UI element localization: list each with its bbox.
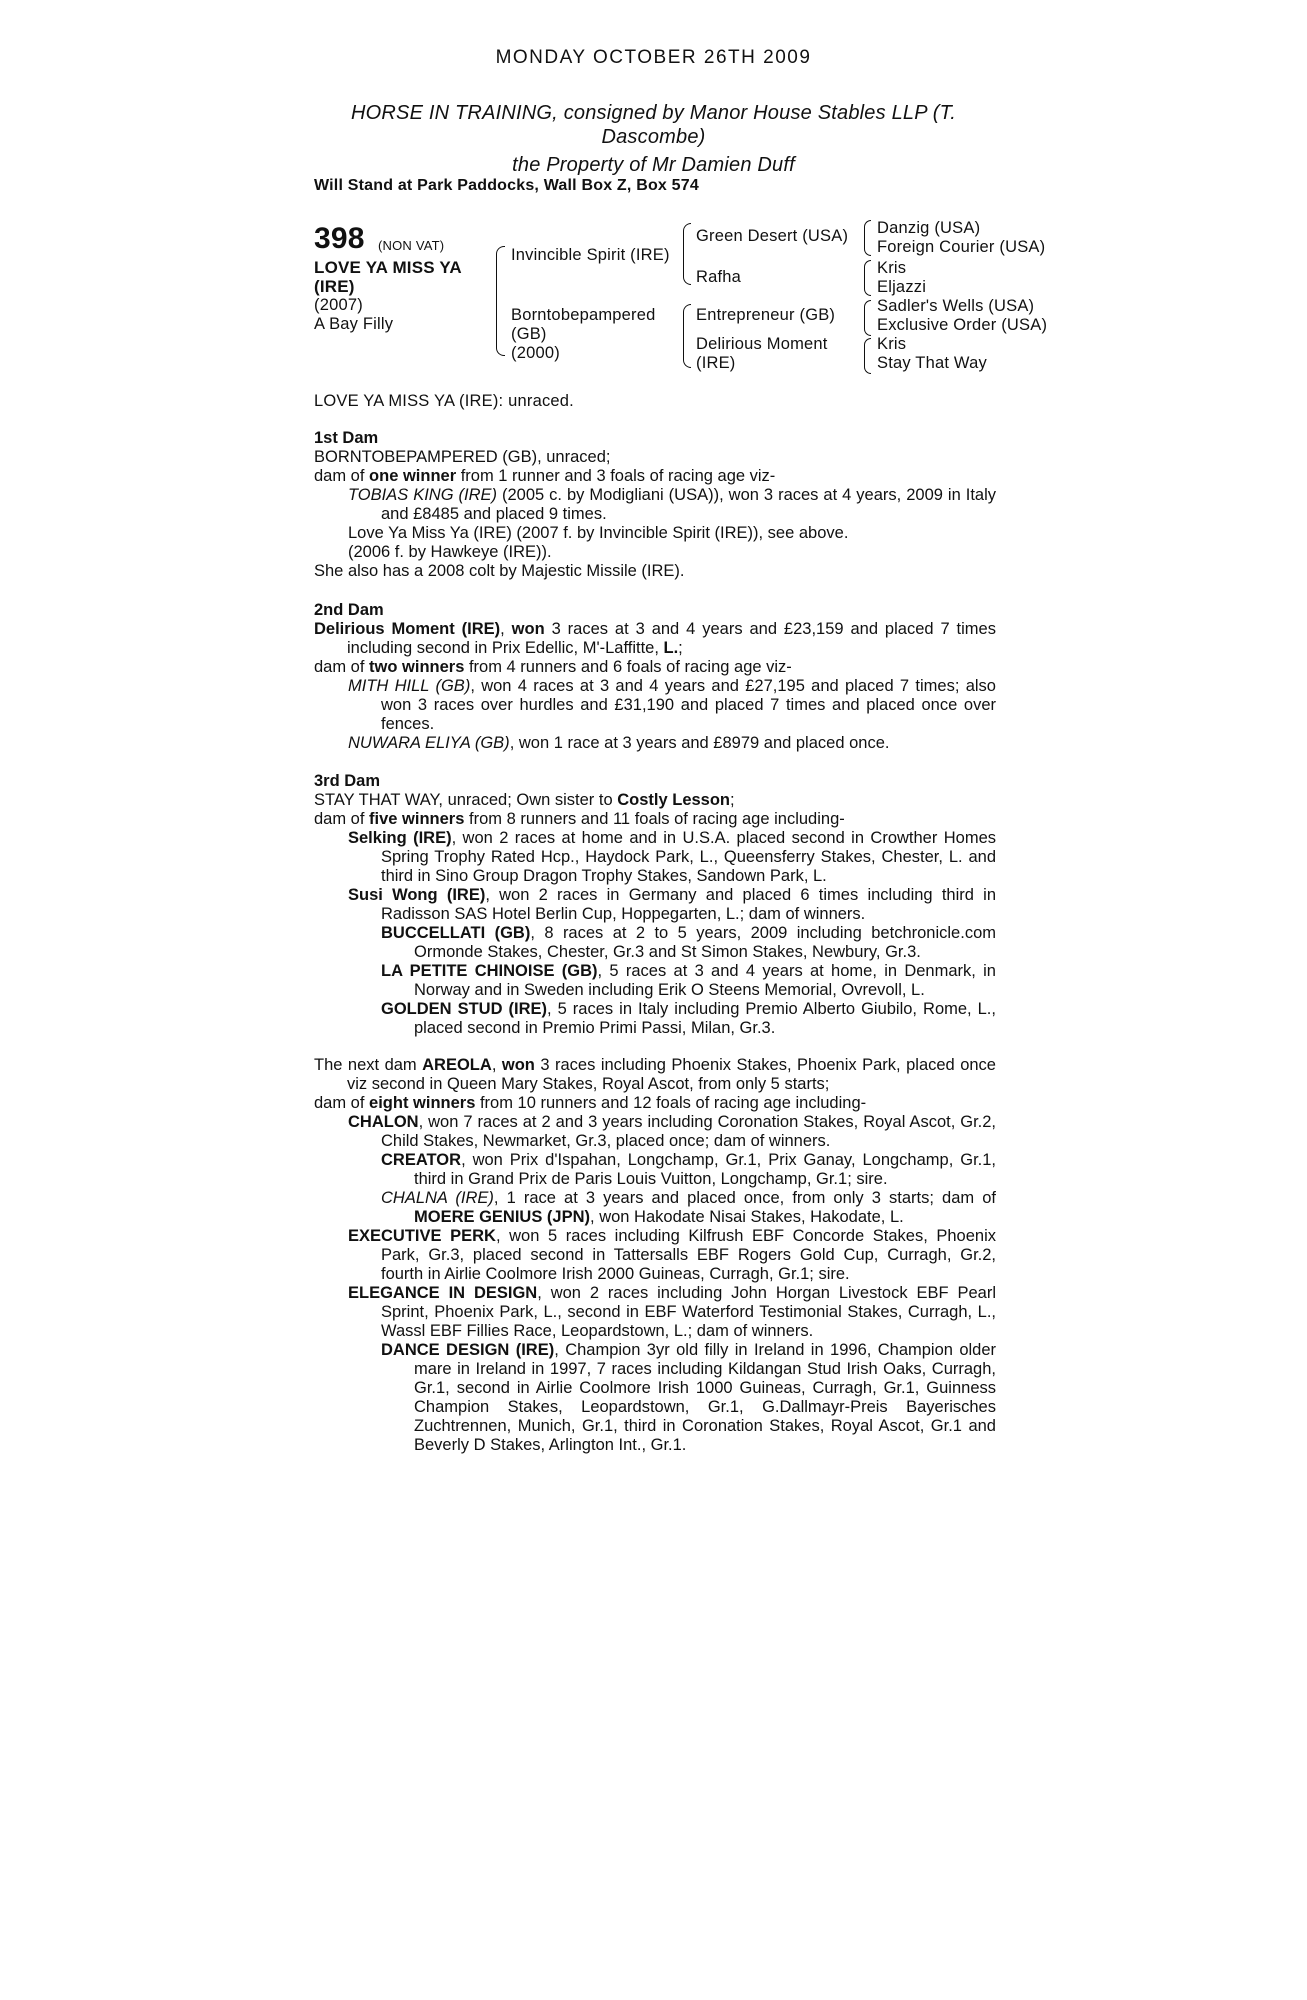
horse-name-suffix: (IRE) bbox=[314, 277, 355, 296]
second-dam-foal-2: NUWARA ELIYA (GB), won 1 race at 3 years and £8979 and placed once. bbox=[348, 734, 890, 752]
pedigree-dds: Kris bbox=[877, 335, 907, 353]
next-dam-foal-chalon: CHALON, won 7 races at 2 and 3 years including Coronation Stakes, Royal Ascot, Gr.2, Child Stakes, Newmarket, Gr.3, placed once; dam of winners. bbox=[348, 1113, 996, 1150]
third-dam-line: STAY THAT WAY, unraced; Own sister to Costly Lesson; bbox=[314, 791, 735, 809]
pedigree-dam: Borntobepampered bbox=[511, 306, 656, 324]
pedigree-brace-dam bbox=[683, 304, 691, 368]
consignor-line-2: Dascombe) bbox=[601, 126, 706, 148]
pedigree-sdd: Eljazzi bbox=[877, 278, 927, 296]
next-dam-grandfoal-dance: DANCE DESIGN (IRE), Champion 3yr old filly in Ireland in 1996, Champion older mare in Ireland in 1997, 7 races including Kildangan Stud Irish Oaks, Curragh, Gr.1, second in Airlie Coolmore Irish 1000 Guineas, Curragh, Gr.1, Guinness Champion Stakes, Leopardstown, Gr.1, G.Dallmayr-Preis Bayerisches Zuchtrennen, Munich, Gr.1, third in Coronation Stakes, Royal Ascot, Gr.1 and Beverly D Stakes, Arlington Int., Gr.1. bbox=[381, 1341, 997, 1454]
horse-name: LOVE YA MISS YA bbox=[314, 258, 462, 277]
third-dam-produce-line: dam of five winners from 8 runners and 11 foals of racing age including- bbox=[314, 810, 845, 828]
second-dam-record: Delirious Moment (IRE), won 3 races at 3 and 4 years and £23,159 and placed 7 times including second in Prix Edellic, M'-Laffitte, L.; bbox=[314, 620, 996, 657]
next-dam-grandfoal-creator: CREATOR, won Prix d'Ispahan, Longchamp, Gr.1, Prix Ganay, Longchamp, Gr.1, third in Grand Prix de Paris Louis Vuitton, Longchamp, Gr.1; sire. bbox=[381, 1151, 996, 1188]
first-dam-line: BORNTOBEPAMPERED (GB), unraced; bbox=[314, 448, 611, 466]
third-dam-section bbox=[314, 772, 996, 1038]
property-line: the Property of Mr Damien Duff bbox=[512, 154, 795, 176]
next-dam-record: The next dam AREOLA, won 3 races including Phoenix Stakes, Phoenix Park, placed once viz second in Queen Mary Stakes, Royal Ascot, from only 5 starts; bbox=[314, 1056, 996, 1093]
stabling-line: Will Stand at Park Paddocks, Wall Box Z, Box 574 bbox=[314, 177, 699, 194]
pedigree-dss: Sadler's Wells (USA) bbox=[877, 297, 1035, 315]
foaling-year: (2007) bbox=[314, 296, 363, 314]
pedigree-dsd: Exclusive Order (USA) bbox=[877, 316, 1048, 334]
second-dam-heading: 2nd Dam bbox=[314, 601, 384, 619]
pedigree-sds: Kris bbox=[877, 259, 907, 277]
third-dam-foal-susi: Susi Wong (IRE), won 2 races in Germany and placed 6 times including third in Radisson SAS Hotel Berlin Cup, Hoppegarten, L.; dam of winners. bbox=[348, 886, 996, 923]
first-dam-heading: 1st Dam bbox=[314, 429, 379, 447]
pedigree-ssd: Foreign Courier (USA) bbox=[877, 238, 1046, 256]
pedigree-dam-dam: Delirious Moment bbox=[696, 335, 828, 353]
first-dam-section bbox=[314, 429, 996, 581]
pedigree-brace-ds bbox=[864, 300, 871, 336]
pedigree-brace-dd bbox=[864, 338, 871, 374]
vat-status: (NON VAT) bbox=[378, 238, 445, 253]
next-dam-foal-executive: EXECUTIVE PERK, won 5 races including Kilfrush EBF Concorde Stakes, Phoenix Park, Gr.3, placed second in Tattersalls EBF Rogers Gold Cup, Curragh, Gr.2, fourth in Airlie Coolmore Irish 2000 Guineas, Curragh, Gr.1; sire. bbox=[348, 1227, 996, 1283]
pedigree-brace-sire bbox=[683, 223, 691, 285]
pedigree-brace-sd bbox=[864, 260, 871, 296]
second-dam-produce-line: dam of two winners from 4 runners and 6 foals of racing age viz- bbox=[314, 658, 792, 676]
first-dam-foal-1: TOBIAS KING (IRE) (2005 c. by Modigliani (USA)), won 3 races at 4 years, 2009 in Italy and £8485 and placed 9 times. bbox=[348, 486, 996, 523]
pedigree-sire-sire: Green Desert (USA) bbox=[696, 227, 849, 245]
lot-number: 398 bbox=[314, 222, 365, 255]
consignor-line: HORSE IN TRAINING, consigned by Manor House Stables LLP (T. bbox=[350, 102, 956, 124]
pedigree-brace-main bbox=[496, 246, 505, 356]
race-summary: LOVE YA MISS YA (IRE): unraced. bbox=[314, 392, 574, 410]
second-dam-foal-1: MITH HILL (GB), won 4 races at 3 and 4 years and £27,195 and placed 7 times; also won 3 races over hurdles and £31,190 and placed 7 times and placed once over fences. bbox=[348, 677, 996, 733]
horse-description: A Bay Filly bbox=[314, 315, 394, 333]
pedigree-dam-sire: Entrepreneur (GB) bbox=[696, 306, 836, 324]
sale-date: MONDAY OCTOBER 26TH 2009 bbox=[495, 47, 812, 68]
next-dam-foal-elegance: ELEGANCE IN DESIGN, won 2 races including John Horgan Livestock EBF Pearl Sprint, Phoenix Park, L., second in EBF Waterford Testimonial Stakes, Curragh, L., Wassl EBF Fillies Race, Leopardstown, L.; dam of winners. bbox=[348, 1284, 996, 1340]
second-dam-section bbox=[314, 601, 996, 753]
first-dam-foal-2: Love Ya Miss Ya (IRE) (2007 f. by Invincible Spirit (IRE)), see above. bbox=[348, 524, 849, 542]
third-dam-foal-selking: Selking (IRE), won 2 races at home and in U.S.A. placed second in Crowther Homes Spring Trophy Rated Hcp., Haydock Park, L., Queensferry Stakes, Chester, L. and third in Sino Group Dragon Trophy Stakes, Sandown Park, L. bbox=[348, 829, 996, 885]
first-dam-note: She also has a 2008 colt by Majestic Missile (IRE). bbox=[314, 562, 685, 580]
first-dam-foal-3: (2006 f. by Hawkeye (IRE)). bbox=[348, 543, 552, 561]
third-dam-grandfoal-golden: GOLDEN STUD (IRE), 5 races in Italy including Premio Alberto Giubilo, Rome, L., placed second in Premio Primi Passi, Milan, Gr.3. bbox=[381, 1000, 996, 1037]
first-dam-produce-line: dam of one winner from 1 runner and 3 foals of racing age viz- bbox=[314, 467, 776, 485]
pedigree-brace-ss bbox=[864, 220, 871, 256]
third-dam-grandfoal-buccellati: BUCCELLATI (GB), 8 races at 2 to 5 years, 2009 including betchronicle.com Ormonde Stakes, Chester, Gr.3 and St Simon Stakes, Newbury, Gr.3. bbox=[381, 924, 996, 961]
pedigree-sire: Invincible Spirit (IRE) bbox=[511, 246, 670, 264]
pedigree-dam-year: (2000) bbox=[511, 344, 560, 362]
next-dam-produce-line: dam of eight winners from 10 runners and 12 foals of racing age including- bbox=[314, 1094, 867, 1112]
pedigree-sss: Danzig (USA) bbox=[877, 219, 981, 237]
next-dam-grandfoal-chalna: CHALNA (IRE), 1 race at 3 years and placed once, from only 3 starts; dam of MOERE GENIUS (JPN), won Hakodate Nisai Stakes, Hakodate, L. bbox=[381, 1189, 996, 1226]
pedigree-dam-dam-suffix: (IRE) bbox=[696, 354, 736, 372]
pedigree-sire-dam: Rafha bbox=[696, 268, 742, 286]
third-dam-grandfoal-lapetite: LA PETITE CHINOISE (GB), 5 races at 3 and 4 years at home, in Denmark, in Norway and in Sweden including Erik O Steens Memorial, Ovrevoll, L. bbox=[381, 962, 996, 999]
pedigree-ddd: Stay That Way bbox=[877, 354, 987, 372]
next-dam-section bbox=[314, 1056, 996, 1455]
third-dam-heading: 3rd Dam bbox=[314, 772, 381, 790]
pedigree-dam-suffix: (GB) bbox=[511, 325, 547, 343]
